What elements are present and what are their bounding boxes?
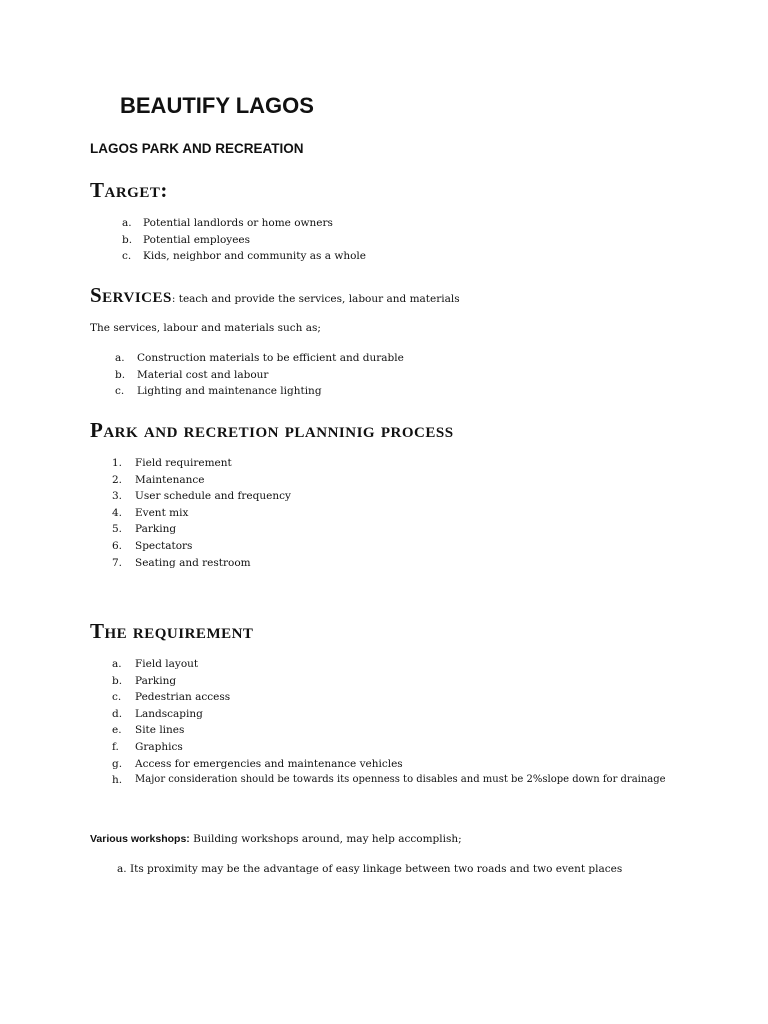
requirement-list: [112, 656, 732, 789]
list-item: [112, 472, 612, 489]
page-subtitle: LAGOS PARK AND RECREATION: [90, 141, 304, 156]
list-item-text: Pedestrian access: [135, 691, 231, 704]
list-item-text: Construction materials to be efficient and durable: [137, 352, 404, 364]
list-marker: 6.: [112, 539, 123, 552]
list-marker: b.: [112, 674, 123, 687]
list-item-text: Event mix: [135, 506, 189, 519]
list-marker: c.: [115, 385, 125, 398]
list-item-text: Graphics: [135, 740, 183, 753]
list-marker: 5.: [112, 523, 123, 536]
list-item-text: User schedule and frequency: [135, 490, 291, 503]
list-marker: 4.: [112, 506, 123, 519]
list-marker: a.: [117, 863, 127, 875]
target-list: [122, 215, 622, 265]
list-item-text: Access for emergencies and maintenance vehicles: [135, 757, 403, 770]
list-item-text: Spectators: [135, 539, 193, 552]
list-item: [112, 555, 612, 572]
list-marker: d.: [112, 707, 123, 720]
list-marker: 2.: [112, 473, 123, 486]
workshops-item: [117, 861, 622, 878]
list-item: [112, 521, 612, 538]
list-item-text: Material cost and labour: [137, 368, 269, 381]
list-item: [112, 656, 732, 673]
list-item: [115, 383, 615, 400]
list-marker: c.: [112, 691, 122, 704]
requirement-heading: The requirement: [90, 619, 254, 643]
services-heading: Services: [90, 283, 172, 307]
list-item: [112, 722, 732, 739]
list-marker: g.: [112, 757, 123, 770]
list-item-text: Field layout: [135, 658, 199, 670]
list-item-text: Parking: [135, 674, 177, 687]
list-item-text: Kids, neighbor and community as a whole: [143, 250, 367, 263]
list-marker: a.: [115, 352, 125, 364]
list-item: [112, 689, 732, 706]
page-title: BEAUTIFY LAGOS: [120, 93, 314, 118]
list-marker: 7.: [112, 556, 123, 569]
list-item: [112, 706, 732, 723]
target-heading: Target:: [90, 178, 168, 202]
list-item: [122, 215, 622, 232]
list-marker: b.: [115, 368, 126, 381]
list-item: [112, 538, 612, 555]
list-item: [122, 248, 622, 265]
list-item-text: Landscaping: [135, 707, 203, 720]
list-item-text: Lighting and maintenance lighting: [137, 385, 322, 398]
list-marker: 1.: [112, 457, 123, 469]
list-marker: a.: [122, 217, 132, 229]
list-marker: c.: [122, 250, 132, 263]
services-line: [90, 283, 460, 308]
list-item: [112, 488, 612, 505]
list-item-text: Field requirement: [135, 457, 232, 469]
list-item-text: Major consideration should be towards its openness to disables and must be 2%slope down for drainage: [135, 774, 666, 786]
list-item: [112, 505, 612, 522]
list-item-text: Maintenance: [135, 473, 205, 486]
list-item-text: Seating and restroom: [135, 556, 251, 569]
planning-heading: Park and recretion planninig process: [90, 418, 454, 442]
services-inline-text: : teach and provide the services, labour and materials: [171, 293, 460, 305]
list-item: [115, 350, 615, 367]
list-item-text: Parking: [135, 523, 177, 536]
list-item: [122, 232, 622, 249]
services-list: [115, 350, 615, 400]
list-item-text: Potential employees: [143, 233, 251, 246]
list-item: [112, 739, 732, 756]
planning-list: [112, 455, 612, 571]
list-marker: b.: [122, 233, 133, 246]
list-item-text: Site lines: [135, 724, 185, 737]
list-item: [112, 673, 732, 690]
list-marker: e.: [112, 724, 122, 737]
list-marker: a.: [112, 658, 122, 670]
workshops-label: Various workshops:: [90, 833, 190, 845]
workshops-text: Building workshops around, may help accomplish;: [189, 833, 462, 845]
services-intro: The services, labour and materials such as;: [90, 322, 321, 334]
list-marker: h.: [112, 774, 123, 787]
list-item: [112, 772, 732, 789]
list-marker: 3.: [112, 490, 123, 503]
list-item: [112, 756, 732, 773]
list-item: [112, 455, 612, 472]
list-item: [115, 367, 615, 384]
workshops-paragraph: [90, 831, 462, 848]
list-marker: f.: [112, 740, 119, 753]
list-item-text: Potential landlords or home owners: [143, 217, 333, 229]
list-item-text: Its proximity may be the advantage of easy linkage between two roads and two event places: [129, 863, 623, 875]
